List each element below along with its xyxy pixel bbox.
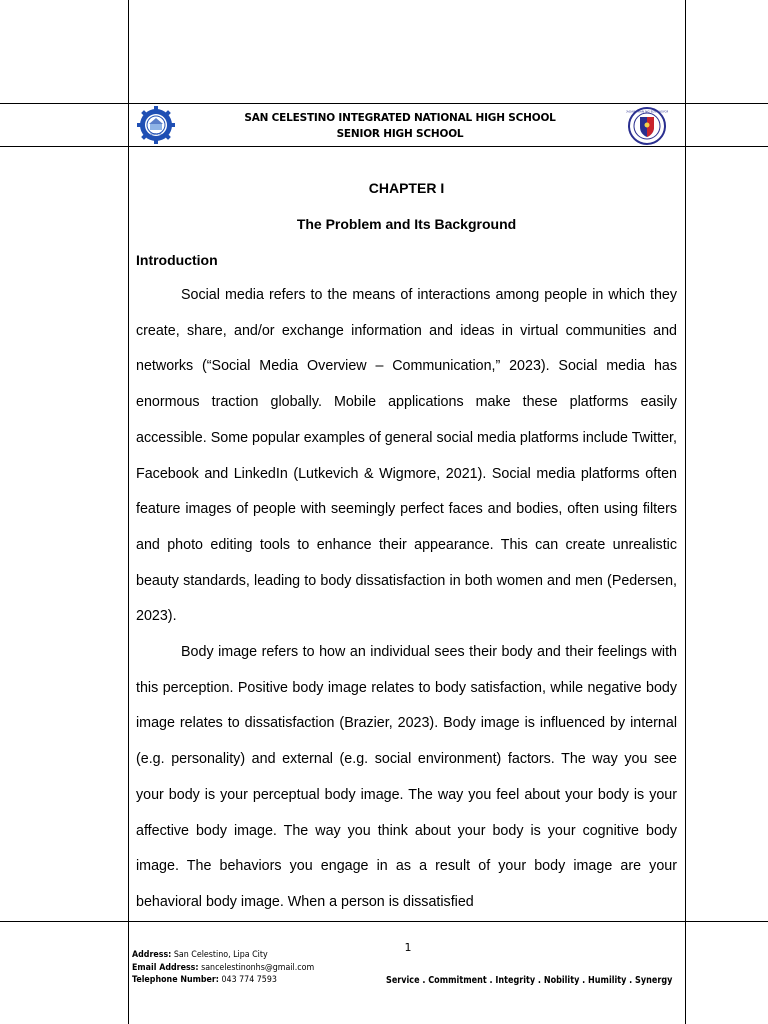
header-top-line bbox=[0, 103, 768, 104]
school-motto: Service . Commitment . Integrity . Nobility . Humility . Synergy bbox=[386, 975, 673, 986]
footer-contact bbox=[132, 949, 314, 987]
paragraph: Social media refers to the means of interactions among people in which they create, share, and/or exchange information and ideas in virtual communities and networks (“Social Media Overview – Communication,” 2023). Social media has enormous traction globally. Mobile applications make these platforms easily accessible. Some popular examples of general social media platforms include Twitter, Facebook and LinkedIn (Lutkevich & Wigmore, 2021). Social media platforms often feature images of people with seemingly perfect faces and bodies, often using filters and photo editing tools to enhance their appearance. This can create unrealistic beauty standards, leading to body dissatisfaction in both women and men (Pedersen, 2023). bbox=[136, 287, 677, 625]
paragraph: Body image refers to how an individual sees their body and their feelings with this perception. Positive body image relates to body satisfaction, while negative body image relates to dissatisfaction (Brazier, 2023). Body image is influenced by internal (e.g. personality) and external (e.g. social environment) factors. The way you see your body is your perceptual body image. The way you feel about your body is your affective body image. The way you think about your body is your cognitive body image. The behaviors you engage in as a result of your body image are your behavioral body image. When a person is dissatisfied bbox=[136, 644, 677, 910]
address-value: San Celestino, Lipa City bbox=[173, 950, 268, 960]
chapter-title: The Problem and Its Background bbox=[296, 216, 517, 232]
phone-value: 043 774 7593 bbox=[221, 975, 277, 985]
phone-label: Telephone Number: bbox=[132, 975, 219, 985]
school-header bbox=[180, 110, 620, 142]
school-name: SAN CELESTINO INTEGRATED NATIONAL HIGH SCHOOL bbox=[244, 112, 556, 124]
left-margin-line bbox=[128, 0, 129, 1024]
chapter-heading: CHAPTER I bbox=[368, 180, 445, 196]
page-number: 1 bbox=[404, 941, 412, 954]
right-margin-line bbox=[685, 0, 686, 1024]
deped-seal-icon bbox=[626, 106, 668, 146]
email-label: Email Address: bbox=[132, 962, 199, 973]
footer-top-line bbox=[0, 921, 768, 922]
document-body bbox=[136, 170, 677, 921]
header-bottom-line bbox=[0, 146, 768, 147]
address-label: Address: bbox=[132, 950, 172, 960]
email-value: sancelestinonhs@gmail.com bbox=[201, 962, 315, 973]
svg-text:SCINHS: SCINHS bbox=[150, 132, 162, 136]
svg-text:KAGAWARAN NG EDUKASYON: KAGAWARAN NG EDUKASYON bbox=[626, 109, 668, 114]
school-seal-icon bbox=[137, 106, 175, 144]
section-heading: Introduction bbox=[136, 252, 218, 268]
school-division: SENIOR HIGH SCHOOL bbox=[336, 128, 464, 140]
